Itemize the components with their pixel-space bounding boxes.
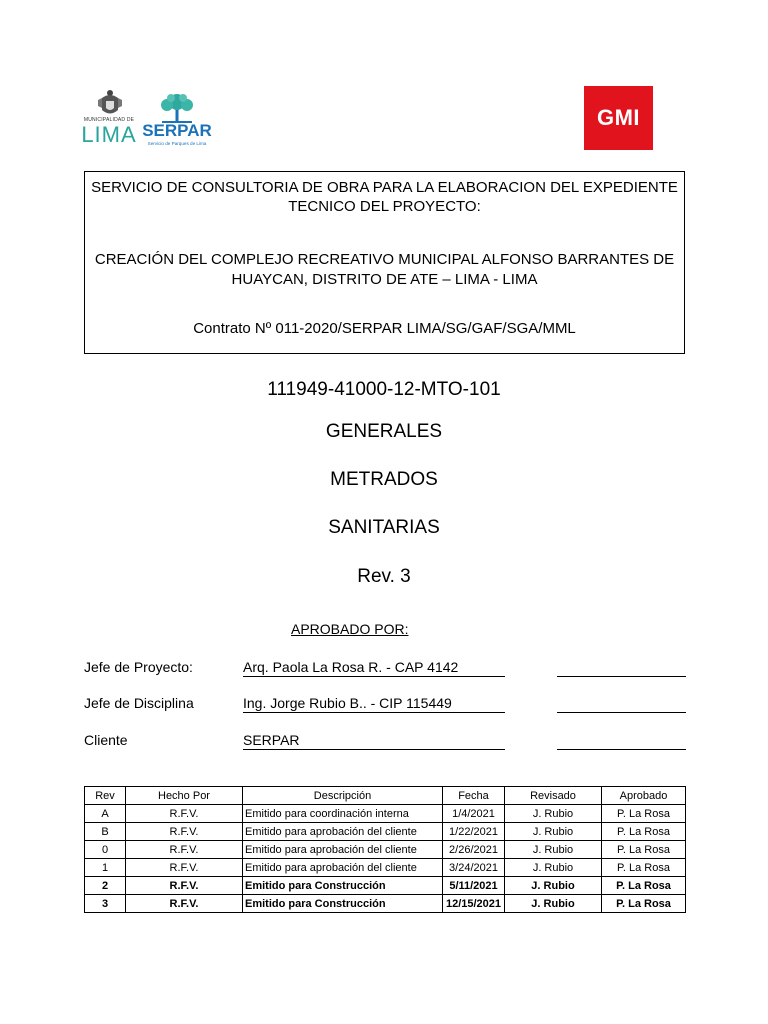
cell-made-by: R.F.V. xyxy=(126,823,243,841)
project-lead-label: Jefe de Proyecto: xyxy=(84,659,193,675)
cell-description: Emitido para Construcción xyxy=(243,895,443,913)
header-line-2: TECNICO DEL PROYECTO: xyxy=(288,198,481,215)
header-line-4: HUAYCAN, DISTRITO DE ATE – LIMA - LIMA xyxy=(231,271,538,288)
cell-date: 5/11/2021 xyxy=(443,877,505,895)
document-title-1: GENERALES xyxy=(325,421,443,442)
revision-table xyxy=(84,786,686,913)
table-row xyxy=(85,859,686,877)
cell-approved: P. La Rosa xyxy=(602,841,686,859)
col-header-made-by: Hecho Por xyxy=(126,787,243,805)
lima-logo-subtitle: MUNICIPALIDAD DE xyxy=(83,117,135,123)
cell-approved: P. La Rosa xyxy=(602,805,686,823)
project-lead-value: Arq. Paola La Rosa R. - CAP 4142 xyxy=(243,658,505,677)
document-title-2: METRADOS xyxy=(330,469,438,490)
cell-description: Emitido para Construcción xyxy=(243,877,443,895)
cell-made-by: R.F.V. xyxy=(126,895,243,913)
cell-reviewed: J. Rubio xyxy=(505,895,602,913)
col-header-date: Fecha xyxy=(443,787,505,805)
table-row xyxy=(85,823,686,841)
approved-by-heading: APROBADO POR: xyxy=(291,621,409,637)
client-signature-line xyxy=(557,749,686,750)
serpar-logo-wordmark: SERPAR xyxy=(142,121,212,140)
cell-rev: A xyxy=(85,805,126,823)
cell-rev: 1 xyxy=(85,859,126,877)
document-title-3: SANITARIAS xyxy=(328,517,440,538)
cell-reviewed: J. Rubio xyxy=(505,877,602,895)
cell-rev: 0 xyxy=(85,841,126,859)
serpar-logo xyxy=(140,92,214,150)
col-header-rev: Rev xyxy=(85,787,126,805)
cell-rev: 2 xyxy=(85,877,126,895)
cell-made-by: R.F.V. xyxy=(126,841,243,859)
gmi-logo: GMI xyxy=(584,86,653,150)
cell-description: Emitido para aprobación del cliente xyxy=(243,823,443,841)
discipline-lead-value: Ing. Jorge Rubio B.. - CIP 115449 xyxy=(243,694,505,713)
table-row xyxy=(85,877,686,895)
cell-rev: 3 xyxy=(85,895,126,913)
cell-date: 2/26/2021 xyxy=(443,841,505,859)
discipline-lead-label: Jefe de Disciplina xyxy=(84,695,194,711)
table-row xyxy=(85,895,686,913)
cell-reviewed: J. Rubio xyxy=(505,841,602,859)
cell-date: 1/22/2021 xyxy=(443,823,505,841)
cell-made-by: R.F.V. xyxy=(126,805,243,823)
cell-description: Emitido para aprobación del cliente xyxy=(243,841,443,859)
cell-reviewed: J. Rubio xyxy=(505,805,602,823)
project-lead-signature-line xyxy=(557,676,686,677)
cell-made-by: R.F.V. xyxy=(126,877,243,895)
cell-date: 1/4/2021 xyxy=(443,805,505,823)
cell-rev: B xyxy=(85,823,126,841)
cell-reviewed: J. Rubio xyxy=(505,859,602,877)
client-label: Cliente xyxy=(84,732,128,748)
cell-reviewed: J. Rubio xyxy=(505,823,602,841)
cell-description: Emitido para aprobación del cliente xyxy=(243,859,443,877)
header-line-3: CREACIÓN DEL COMPLEJO RECREATIVO MUNICIPAL ALFONSO BARRANTES DE xyxy=(94,251,675,268)
cell-description: Emitido para coordinación interna xyxy=(243,805,443,823)
col-header-reviewed: Revisado xyxy=(505,787,602,805)
cell-approved: P. La Rosa xyxy=(602,877,686,895)
table-row xyxy=(85,805,686,823)
tree-icon xyxy=(156,92,198,124)
cell-approved: P. La Rosa xyxy=(602,859,686,877)
contract-number: Contrato Nº 011-2020/SERPAR LIMA/SG/GAF/SGA/MML xyxy=(193,320,576,337)
revision-table-header xyxy=(85,787,686,805)
cell-approved: P. La Rosa xyxy=(602,895,686,913)
municipalidad-lima-logo xyxy=(78,86,140,150)
lima-crest-icon xyxy=(95,88,125,118)
cell-made-by: R.F.V. xyxy=(126,859,243,877)
table-row xyxy=(85,841,686,859)
cell-approved: P. La Rosa xyxy=(602,823,686,841)
col-header-description: Descripción xyxy=(243,787,443,805)
cell-date: 12/15/2021 xyxy=(443,895,505,913)
col-header-approved: Aprobado xyxy=(602,787,686,805)
document-code: 111949-41000-12-MTO-101 xyxy=(267,379,501,400)
cell-date: 3/24/2021 xyxy=(443,859,505,877)
lima-logo-wordmark: LIMA xyxy=(81,122,137,147)
header-line-1: SERVICIO DE CONSULTORIA DE OBRA PARA LA ELABORACION DEL EXPEDIENTE xyxy=(91,179,678,196)
client-value: SERPAR xyxy=(243,731,505,750)
discipline-lead-signature-line xyxy=(557,712,686,713)
project-title-box xyxy=(84,171,685,354)
revision-label: Rev. 3 xyxy=(357,566,411,587)
serpar-logo-tagline: Servicio de Parques de Lima xyxy=(147,141,207,146)
